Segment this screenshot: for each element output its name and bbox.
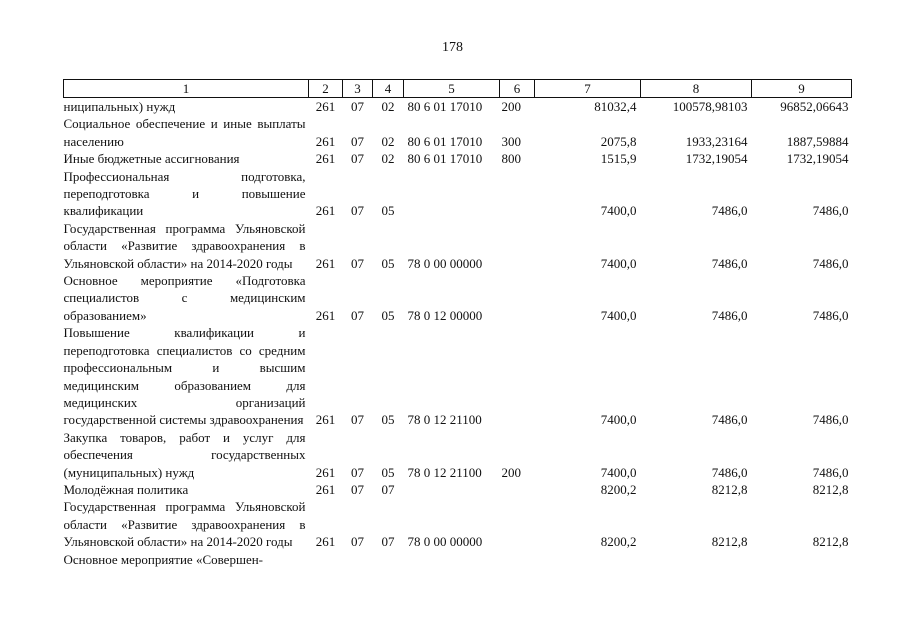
section-code: 07 — [351, 534, 364, 550]
target-article-code: 80 6 01 17010 — [407, 133, 483, 149]
expense-type-code: 300 — [501, 133, 521, 149]
subsection-code: 02 — [381, 151, 395, 167]
table-row — [64, 150, 852, 167]
amount-col8: 7486,0 — [711, 464, 748, 480]
amount-col8: 1933,23164 — [685, 133, 748, 149]
row-name: ниципальных) нужд — [63, 99, 176, 114]
amount-col9: 1887,59884 — [786, 133, 849, 149]
table-row — [64, 220, 852, 272]
table-row — [64, 551, 852, 568]
row-name: Иные бюджетные ассигнования — [63, 151, 240, 167]
amount-col7: 7400,0 — [600, 307, 637, 323]
target-article-code — [404, 168, 500, 220]
section-code: 07 — [351, 412, 364, 428]
amount-col7: 2075,8 — [600, 133, 637, 149]
row-name: Социальное обеспечение и иные выплаты населению — [63, 116, 306, 149]
subsection-code: 05 — [381, 412, 395, 428]
grbs-code: 261 — [315, 133, 336, 149]
grbs-code: 261 — [315, 99, 336, 114]
section-code: 07 — [351, 203, 364, 219]
amount-col9: 7486,0 — [812, 307, 849, 323]
section-code: 07 — [351, 481, 364, 497]
column-header: 4 — [373, 80, 404, 98]
grbs-code: 261 — [315, 151, 336, 167]
amount-col7: 8200,2 — [600, 534, 637, 550]
target-article-code — [404, 551, 500, 568]
section-code — [343, 551, 373, 568]
expense-type-code — [500, 324, 535, 428]
column-header: 5 — [404, 80, 500, 98]
table-row — [64, 324, 852, 428]
amount-col8: 100578,98103 — [672, 99, 748, 114]
amount-col9: 8212,8 — [812, 534, 849, 550]
row-name: Профессиональная подготовка, переподготовка и повышение квалификации — [63, 168, 306, 219]
subsection-code: 05 — [381, 464, 395, 480]
section-code: 07 — [351, 151, 364, 167]
row-name: Повышение квалификации и переподготовка специалистов со средним профессиональным и высшим медицинским образованием для медицинских организаций государственной системы здравоохранения — [63, 325, 306, 428]
amount-col7: 7400,0 — [600, 255, 637, 271]
table-row — [64, 481, 852, 498]
column-header: 1 — [64, 80, 309, 98]
column-header: 3 — [343, 80, 373, 98]
expense-type-code: 200 — [501, 99, 521, 114]
expense-type-code — [500, 272, 535, 324]
amount-col7: 7400,0 — [600, 464, 637, 480]
grbs-code: 261 — [315, 203, 336, 219]
amount-col9: 1732,19054 — [786, 151, 849, 167]
subsection-code: 02 — [381, 133, 395, 149]
header-row — [64, 80, 852, 98]
amount-col9: 7486,0 — [812, 464, 849, 480]
row-name: Молодёжная политика — [63, 481, 189, 497]
amount-col9: 7486,0 — [812, 203, 849, 219]
target-article-code: 80 6 01 17010 — [407, 151, 483, 167]
amount-col8 — [641, 551, 752, 568]
amount-col7: 8200,2 — [600, 481, 637, 497]
amount-col9 — [752, 551, 852, 568]
amount-col9: 8212,8 — [812, 481, 849, 497]
section-code: 07 — [351, 255, 364, 271]
expense-type-code — [500, 498, 535, 550]
amount-col9: 7486,0 — [812, 255, 849, 271]
expense-type-code — [500, 168, 535, 220]
target-article-code: 78 0 00 00000 — [407, 255, 483, 271]
section-code: 07 — [351, 464, 364, 480]
subsection-code: 05 — [381, 307, 395, 323]
page-number: 178 — [442, 40, 463, 55]
amount-col7: 1515,9 — [600, 151, 637, 167]
row-name: Основное мероприятие «Совершен- — [63, 551, 264, 567]
target-article-code: 78 0 12 21100 — [407, 464, 482, 480]
column-header: 7 — [535, 80, 641, 98]
subsection-code: 07 — [381, 534, 395, 550]
expense-type-code: 200 — [501, 464, 521, 480]
table-row — [64, 498, 852, 550]
amount-col8: 8212,8 — [711, 534, 748, 550]
grbs-code: 261 — [315, 534, 336, 550]
expense-type-code — [500, 220, 535, 272]
amount-col9: 7486,0 — [812, 412, 849, 428]
amount-col7: 81032,4 — [594, 99, 637, 114]
row-name: Государственная программа Ульяновской области «Развитие здравоохранения в Ульяновской области» на 2014-2020 годы — [63, 499, 306, 550]
row-name: Государственная программа Ульяновской области «Развитие здравоохранения в Ульяновской области» на 2014-2020 годы — [63, 220, 306, 271]
table-row — [64, 272, 852, 324]
amount-col8: 8212,8 — [711, 481, 748, 497]
subsection-code — [373, 551, 404, 568]
expense-type-code — [500, 551, 535, 568]
target-article-code: 80 6 01 17010 — [407, 99, 483, 114]
amount-col7: 7400,0 — [600, 412, 637, 428]
budget-table — [63, 79, 852, 568]
subsection-code: 05 — [381, 203, 395, 219]
grbs-code: 261 — [315, 464, 336, 480]
table-row — [64, 98, 852, 116]
column-header: 6 — [500, 80, 535, 98]
table-row — [64, 429, 852, 481]
amount-col8: 7486,0 — [711, 255, 748, 271]
row-name: Закупка товаров, работ и услуг для обеспечения государственных (муниципальных) нужд — [63, 429, 306, 480]
grbs-code — [309, 551, 343, 568]
column-header: 8 — [641, 80, 752, 98]
target-article-code: 78 0 12 21100 — [407, 412, 482, 428]
subsection-code: 07 — [381, 481, 395, 497]
amount-col7 — [535, 551, 641, 568]
table-row — [64, 115, 852, 150]
grbs-code: 261 — [315, 481, 336, 497]
section-code: 07 — [351, 99, 364, 114]
target-article-code: 78 0 12 00000 — [407, 307, 483, 323]
expense-type-code: 800 — [501, 151, 521, 167]
column-header: 2 — [309, 80, 343, 98]
row-name: Основное мероприятие «Подготовка специалистов с медицинским образованием» — [63, 273, 306, 323]
amount-col8: 7486,0 — [711, 412, 748, 428]
amount-col8: 1732,19054 — [685, 151, 748, 167]
amount-col8: 7486,0 — [711, 307, 748, 323]
subsection-code: 02 — [381, 99, 395, 114]
subsection-code: 05 — [381, 255, 395, 271]
expense-type-code — [500, 481, 535, 498]
amount-col8: 7486,0 — [711, 203, 748, 219]
table-row — [64, 168, 852, 220]
amount-col7: 7400,0 — [600, 203, 637, 219]
amount-col9: 96852,06643 — [780, 99, 849, 114]
grbs-code: 261 — [315, 255, 336, 271]
grbs-code: 261 — [315, 307, 336, 323]
grbs-code: 261 — [315, 412, 336, 428]
target-article-code — [404, 481, 500, 498]
section-code: 07 — [351, 133, 364, 149]
target-article-code: 78 0 00 00000 — [407, 534, 483, 550]
section-code: 07 — [351, 307, 364, 323]
column-header: 9 — [752, 80, 852, 98]
